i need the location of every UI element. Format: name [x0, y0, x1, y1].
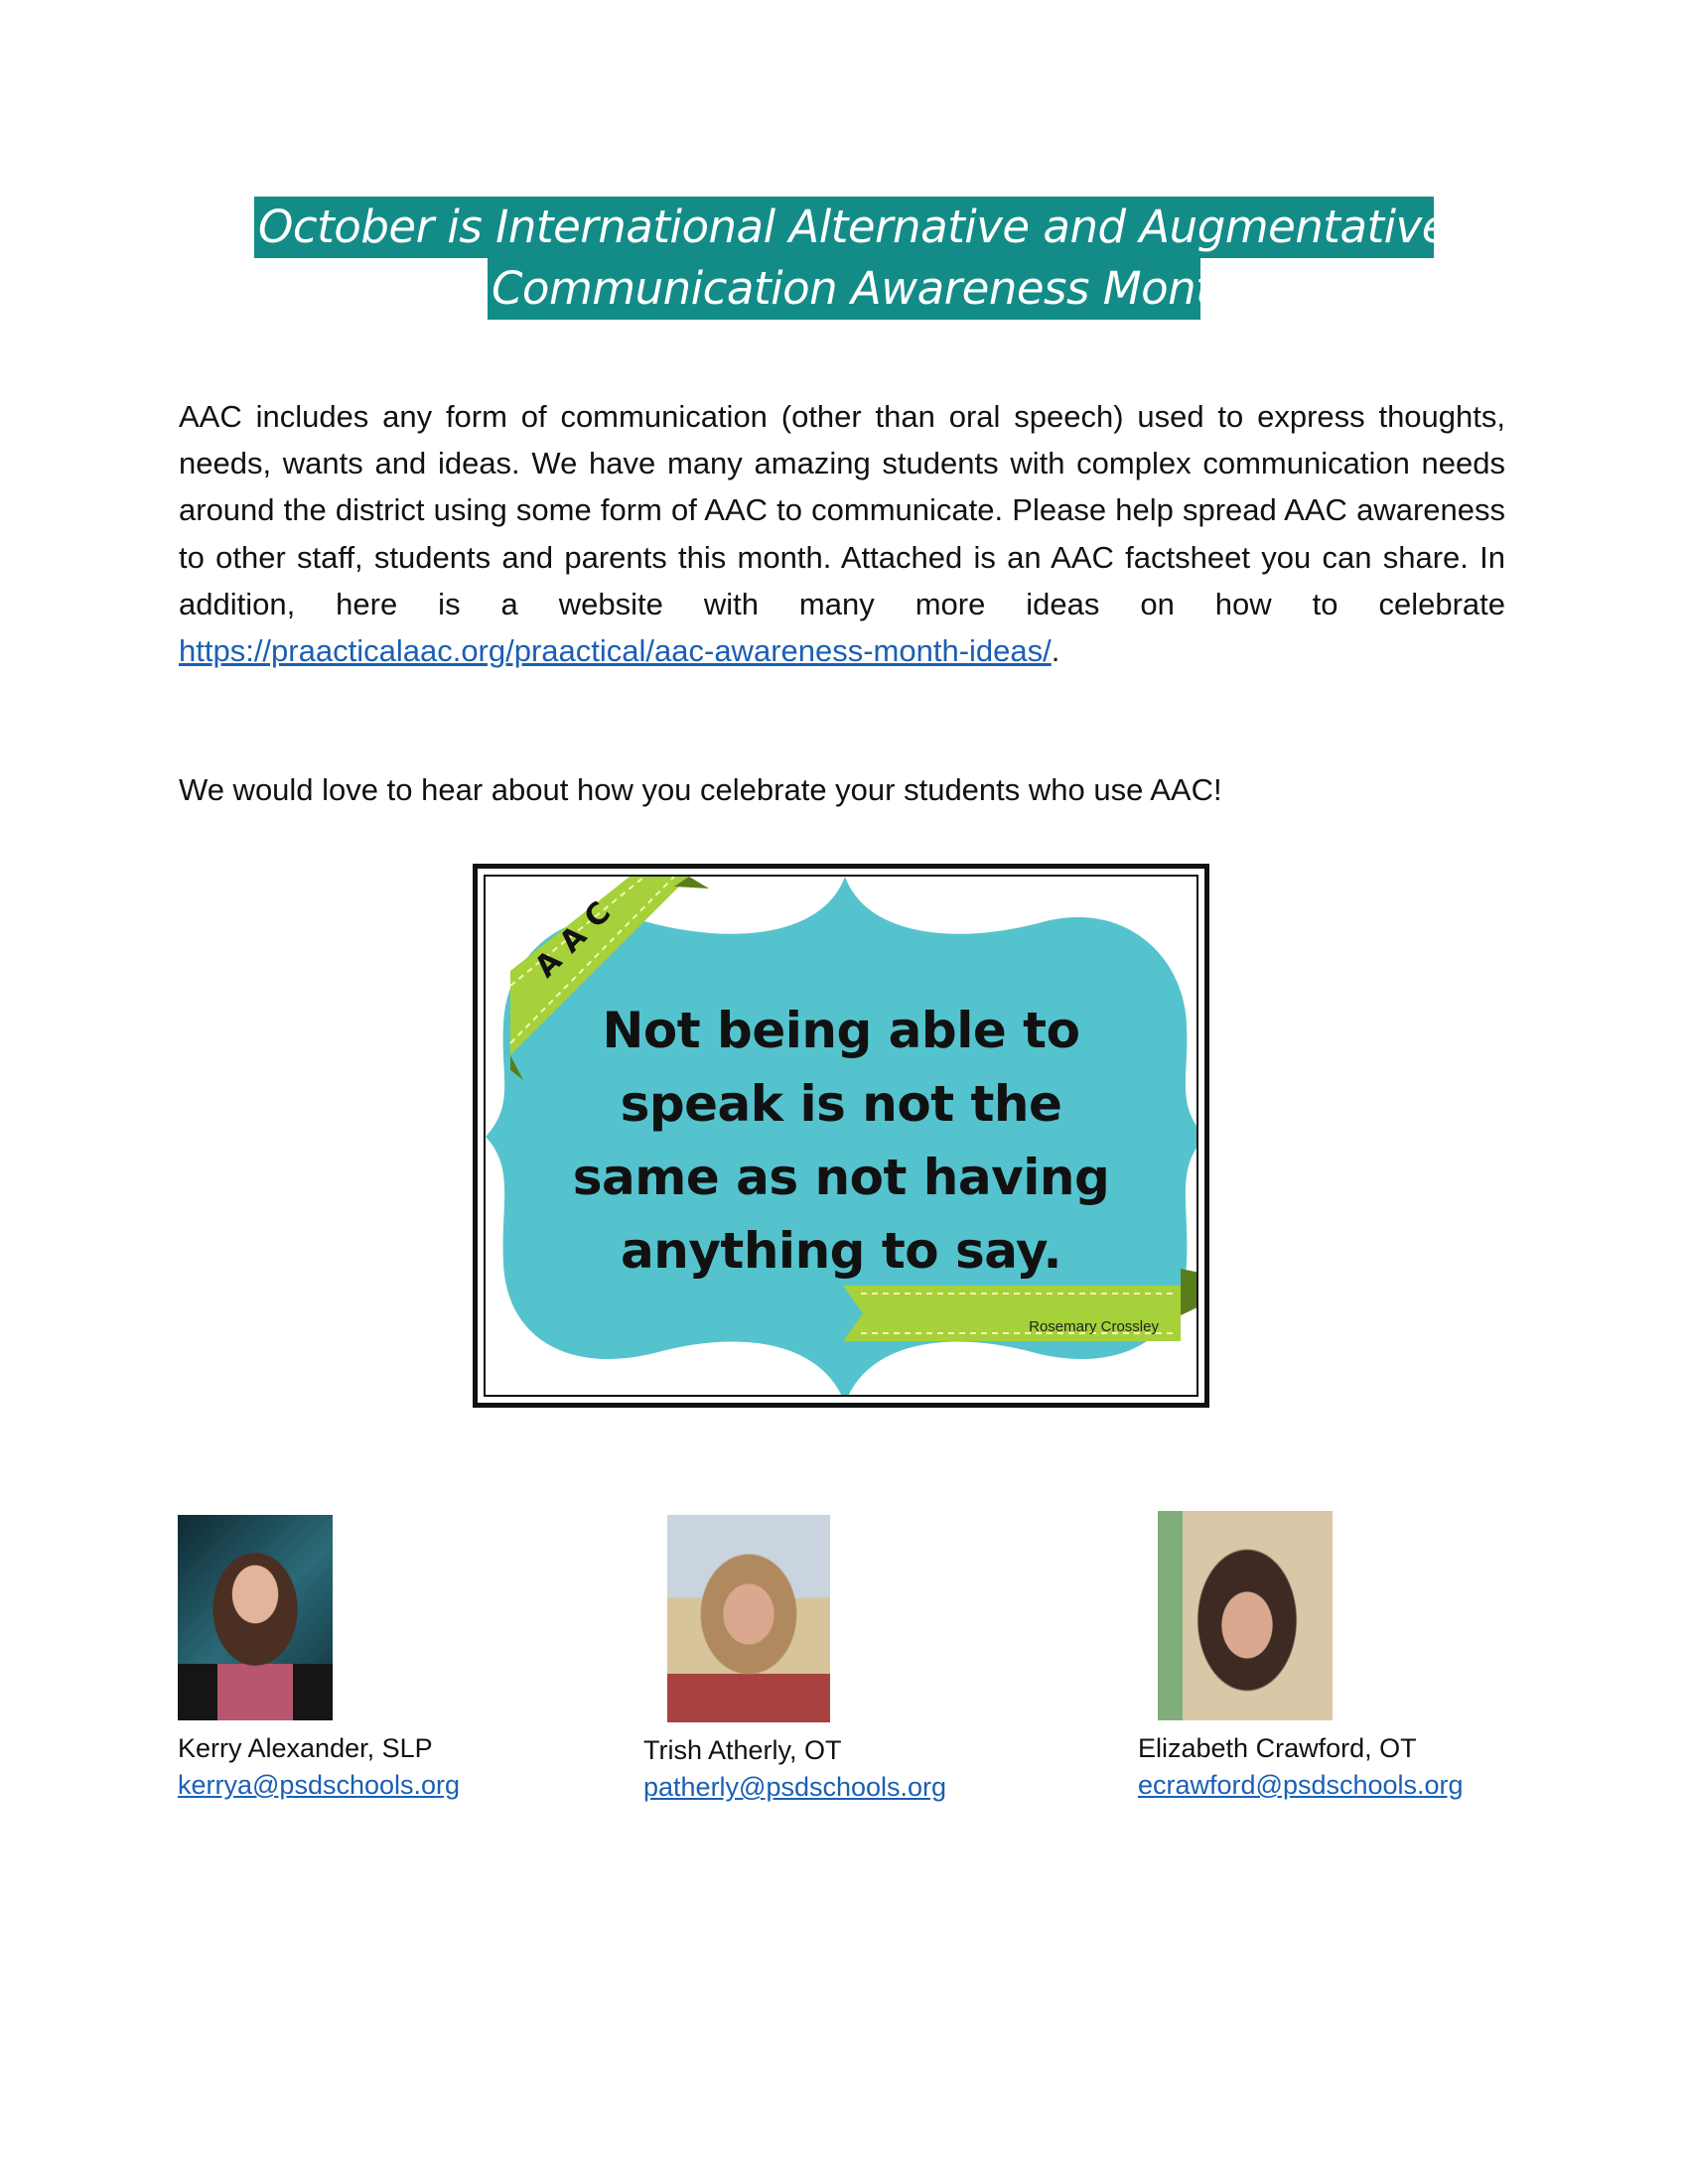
contact-card	[1138, 1511, 1464, 1804]
aac-quote-poster	[473, 864, 1209, 1408]
title-line-1: October is International Alternative and Augmentative	[254, 197, 1434, 258]
aac-tag-label: AAC	[527, 887, 627, 985]
quote-line: Not being able to	[602, 1002, 1080, 1059]
contact-email-link[interactable]: kerrya@psdschools.org	[178, 1770, 461, 1800]
portrait-photo	[667, 1515, 830, 1722]
contact-name: Trish Atherly, OT	[643, 1735, 842, 1765]
link-suffix: .	[1051, 633, 1060, 669]
poster-quote	[486, 994, 1196, 1288]
contact-card	[643, 1511, 946, 1806]
closing-sentence: We would love to hear about how you celebrate your students who use AAC!	[179, 772, 1222, 807]
intro-paragraph	[179, 393, 1505, 674]
portrait-photo	[1158, 1511, 1333, 1720]
quote-line: anything to say.	[621, 1222, 1061, 1280]
aac-awareness-link[interactable]: https://praacticalaac.org/praactical/aac-awareness-month-ideas/	[179, 633, 1052, 669]
intro-text: AAC includes any form of communication (other than oral speech) used to express thoughts, needs, wants and ideas. We have many amazing students with complex communication needs around the district using some form of AAC to communicate. Please help spread AAC awareness to other staff, students and parents this month. Attached is an AAC factsheet you can share. In addition, here is a website with many more ideas on how to celebrate	[179, 399, 1505, 621]
contact-email-link[interactable]: patherly@psdschools.org	[643, 1772, 947, 1802]
poster-inner-frame	[484, 875, 1198, 1397]
contact-name: Elizabeth Crawford, OT	[1138, 1733, 1417, 1763]
portrait-photo	[178, 1515, 333, 1720]
contact-name: Kerry Alexander, SLP	[178, 1733, 433, 1763]
page-title	[0, 197, 1688, 320]
title-line-2: Communication Awareness Month!	[488, 258, 1200, 320]
quote-line: speak is not the	[620, 1075, 1062, 1133]
contact-email-link[interactable]: ecrawford@psdschools.org	[1138, 1770, 1464, 1800]
contact-card	[178, 1511, 460, 1804]
quote-author: Rosemary Crossley	[1029, 1318, 1159, 1335]
quote-line: same as not having	[572, 1149, 1110, 1206]
